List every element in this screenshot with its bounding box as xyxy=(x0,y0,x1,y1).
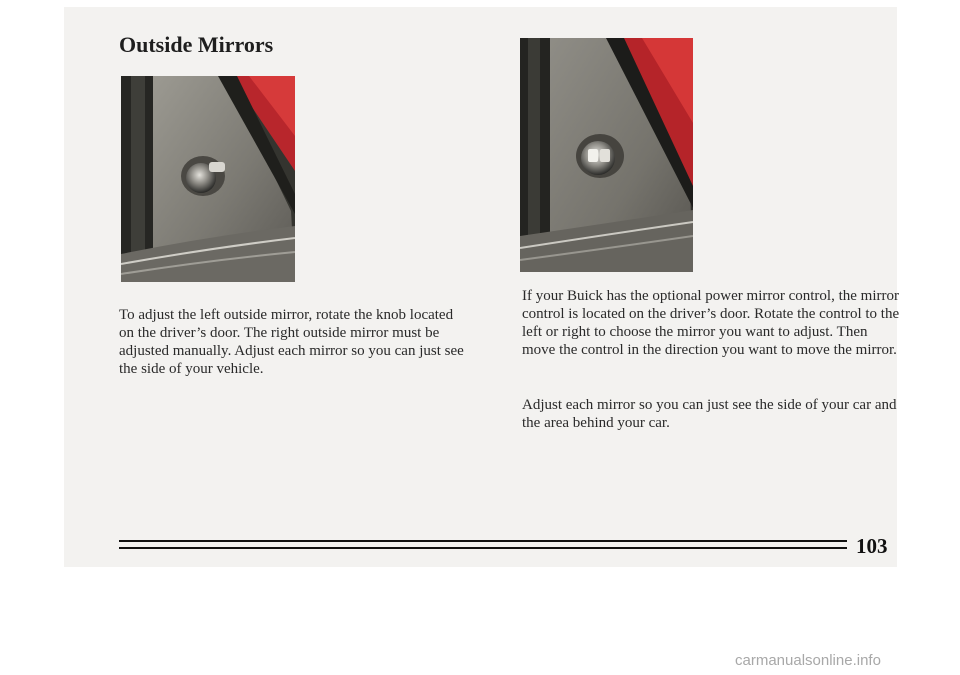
footer-rule-top xyxy=(119,540,847,542)
power-mirror-instructions: If your Buick has the optional power mirror control, the mirror control is located on the driver’s door. Rotate the control to the left or right to choose the mirror you want to adjust. Then move the control in the direction you want to move the mirror. xyxy=(522,288,900,358)
power-mirror-control-photo xyxy=(520,38,693,272)
mirror-adjust-tip: Adjust each mirror so you can just see the side of your car and the area behind your car. xyxy=(522,397,897,431)
page-number: 103 xyxy=(856,534,888,558)
footer-rule-bottom xyxy=(119,547,847,549)
watermark-text[interactable]: carmanualsonline.info xyxy=(735,652,881,669)
manual-mirror-knob-photo xyxy=(121,76,295,282)
page-title: Outside Mirrors xyxy=(119,32,274,57)
left-mirror-instructions: To adjust the left outside mirror, rotate the knob located on the driver’s door. The right outside mirror must be adjusted manually. Adjust each mirror so you can just see the side of your vehicle. xyxy=(119,307,464,377)
